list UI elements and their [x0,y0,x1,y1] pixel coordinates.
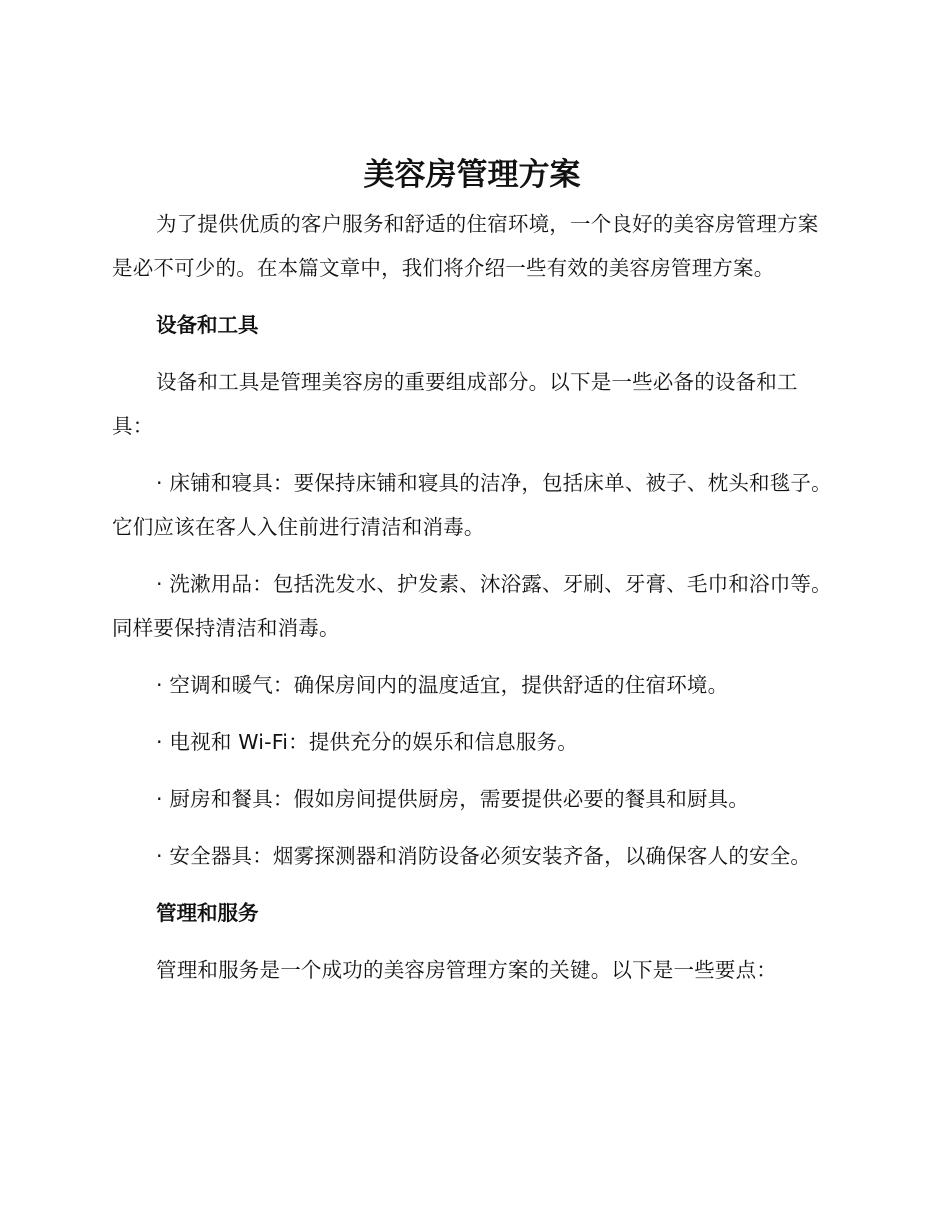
list-item-kitchen: · 厨房和餐具：假如房间提供厨房，需要提供必要的餐具和厨具。 [156,787,750,811]
list-item-toiletries: · 洗漱用品：包括洗发水、护发素、沐浴露、牙刷、牙膏、毛巾和浴巾等。同样要保持清洁和消毒。 [112,572,832,640]
section-intro-management: 管理和服务是一个成功的美容房管理方案的关键。以下是一些要点： [156,958,777,982]
list-item-tv-wifi: · 电视和 Wi-Fi：提供充分的娱乐和信息服务。 [156,730,578,754]
section-heading-management: 管理和服务 [156,901,259,925]
document-page [112,148,832,1005]
list-item-bedding: · 床铺和寝具：要保持床铺和寝具的洁净，包括床单、被子、枕头和毯子。它们应该在客人入住前进行清洁和消毒。 [112,471,832,539]
document-title: 美容房管理方案 [363,157,581,193]
list-item-climate: · 空调和暖气：确保房间内的温度适宜，提供舒适的住宿环境。 [156,673,729,697]
list-item-safety: · 安全器具：烟雾探测器和消防设备必须安装齐备，以确保客人的安全。 [156,844,812,868]
section-intro-equipment: 设备和工具是管理美容房的重要组成部分。以下是一些必备的设备和工具： [112,370,798,438]
section-heading-equipment: 设备和工具 [156,313,259,337]
intro-paragraph: 为了提供优质的客户服务和舒适的住宿环境，一个良好的美容房管理方案是必不可少的。在本篇文章中，我们将介绍一些有效的美容房管理方案。 [112,212,819,280]
